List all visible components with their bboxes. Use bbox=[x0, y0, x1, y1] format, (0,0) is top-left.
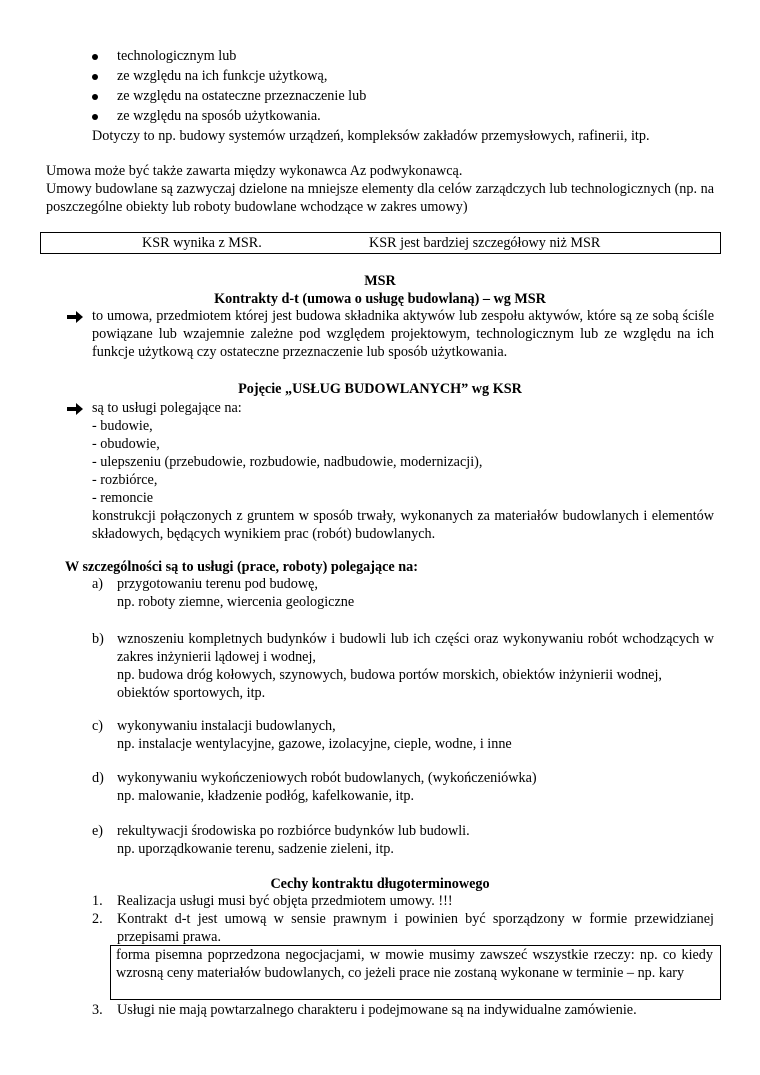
list-item: wznoszeniu kompletnych budynków i budowli lub ich części oraz wykonywaniu robót wchodzących w zakres inżynierii lądowej i wodnej, bbox=[117, 631, 714, 665]
paragraph: Umowy budowlane są zazwyczaj dzielone na mniejsze elementy dla celów zarządczych lub technologicznych (np. na poszczególne obiekty lub roboty budowlane wchodzące w zakres umowy) bbox=[46, 181, 714, 215]
ksr-closing: konstrukcji połączonych z gruntem w sposób trwały, wykonanych za materiałów budowlanych i elementów składowych, będących wynikiem prac (robót) budowlanych. bbox=[92, 508, 714, 542]
section-heading: Pojęcie „USŁUG BUDOWLANYCH” wg KSR bbox=[238, 381, 522, 397]
list-item-example: np. malowanie, kładzenie podłóg, kafelkowanie, itp. bbox=[117, 788, 415, 804]
arrow-right-icon bbox=[66, 402, 84, 416]
list-item-example: np. instalacje wentylacyjne, gazowe, izolacyjne, cieple, wodne, i inne bbox=[117, 736, 512, 752]
ksr-item: - obudowie, bbox=[92, 436, 160, 452]
section-heading: Cechy kontraktu długoterminowego bbox=[270, 876, 490, 892]
section-heading: W szczególności są to usługi (prace, roboty) polegające na: bbox=[65, 559, 418, 575]
list-item-example: np. budowa dróg kołowych, szynowych, budowa portów morskich, obiektów inżynierii wodnej, obiektów sportowych, itp. bbox=[117, 667, 662, 701]
list-item: Usługi nie mają powtarzalnego charakteru i podejmowane są na indywidualne zamówienie. bbox=[117, 1002, 637, 1018]
list-item-example: np. uporządkowanie terenu, sadzenie zieleni, itp. bbox=[117, 841, 394, 857]
list-item: Kontrakt d-t jest umową w sensie prawnym i powinien być sporządzony w formie przewidzianej przepisami prawa. bbox=[117, 911, 714, 945]
ksr-lead: są to usługi polegające na: bbox=[92, 400, 242, 416]
comparison-box bbox=[40, 232, 721, 254]
intro-note: Dotyczy to np. budowy systemów urządzeń, kompleksów zakładów przemysłowych, rafinerii, itp. bbox=[92, 128, 650, 144]
list-item: wykonywaniu wykończeniowych robót budowlanych, (wykończeniówka) bbox=[117, 770, 537, 786]
bullet-item: ze względu na ich funkcje użytkową, bbox=[117, 68, 328, 84]
list-letter: a) bbox=[92, 576, 104, 592]
ksr-item: - ulepszeniu (przebudowie, rozbudowie, nadbudowie, modernizacji), bbox=[92, 454, 483, 470]
ksr-item: - remoncie bbox=[92, 490, 154, 506]
ksr-item: - rozbiórce, bbox=[92, 472, 158, 488]
bullet-item: ze względu na ostateczne przeznaczenie lub bbox=[117, 88, 367, 104]
bullet-icon bbox=[92, 48, 100, 56]
ksr-item: - budowie, bbox=[92, 418, 153, 434]
list-item: przygotowaniu terenu pod budowę, bbox=[117, 576, 318, 592]
list-letter: d) bbox=[92, 770, 104, 786]
list-item: wykonywaniu instalacji budowlanych, bbox=[117, 718, 336, 734]
bullet-item: technologicznym lub bbox=[117, 48, 237, 64]
comparison-right: KSR jest bardziej szczegółowy niż MSR bbox=[369, 235, 601, 251]
list-number: 1. bbox=[92, 893, 103, 909]
list-number: 2. bbox=[92, 911, 103, 927]
list-letter: c) bbox=[92, 718, 104, 734]
list-letter: b) bbox=[92, 631, 104, 647]
bullet-item: ze względu na sposób użytkowania. bbox=[117, 108, 321, 124]
list-item-example: np. roboty ziemne, wiercenia geologiczne bbox=[117, 594, 355, 610]
bullet-icon bbox=[92, 108, 100, 116]
list-item: rekultywacji środowiska po rozbiórce budynków lub budowli. bbox=[117, 823, 470, 839]
list-letter: e) bbox=[92, 823, 104, 839]
section-heading: MSR bbox=[364, 273, 396, 289]
bullet-icon bbox=[92, 68, 100, 76]
comparison-left: KSR wynika z MSR. bbox=[142, 235, 262, 251]
list-item: Realizacja usługi musi być objęta przedmiotem umowy. !!! bbox=[117, 893, 453, 909]
arrow-right-icon bbox=[66, 310, 84, 324]
boxed-note-text: forma pisemna poprzedzona negocjacjami, w mowie musimy zawszeć wszystkie rzeczy: np. co kiedy wzrosną ceny materiałów budowlanych, co jeżeli prace nie zostaną wykonane w terminie – np. kary bbox=[116, 947, 713, 981]
section-subheading: Kontrakty d-t (umowa o usługę budowlaną) – wg MSR bbox=[214, 291, 546, 307]
paragraph: Umowa może być także zawarta między wykonawca Az podwykonawcą. bbox=[46, 163, 463, 179]
msr-definition: to umowa, przedmiotem której jest budowa składnika aktywów lub zespołu aktywów, które są ze sobą ściśle powiązane lub wzajemnie zależne pod względem projektowym, technologicznym lub ze względu na ich funkcje użytkową czy ostateczne przeznaczenie lub sposób użytkowania. bbox=[92, 308, 714, 360]
bullet-icon bbox=[92, 88, 100, 96]
list-number: 3. bbox=[92, 1002, 103, 1018]
boxed-note bbox=[110, 945, 721, 1000]
